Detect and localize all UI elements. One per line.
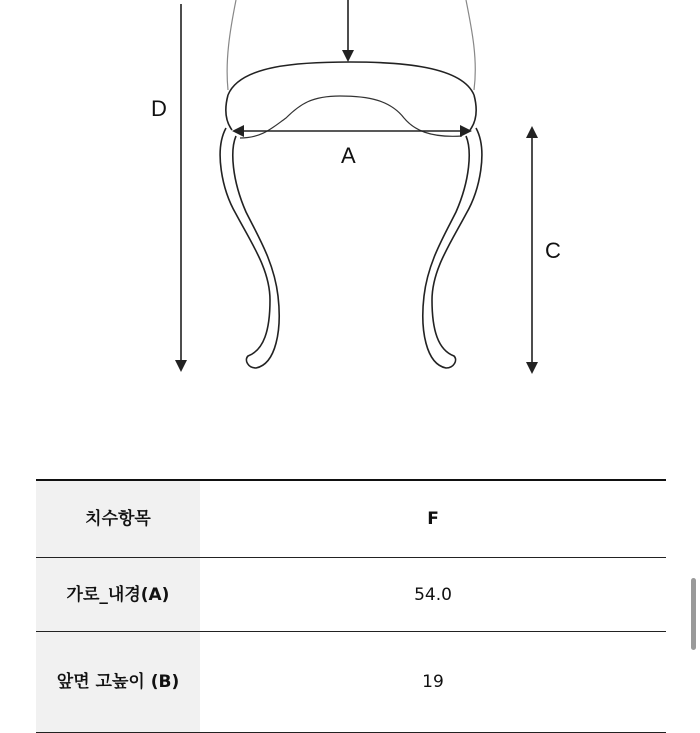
arrow-d-head-bottom	[175, 360, 187, 372]
waistband-top	[228, 62, 474, 95]
dimension-label-c: C	[545, 238, 561, 263]
strap-right	[423, 128, 482, 368]
table-row	[36, 558, 666, 632]
row-value-cell: 19	[200, 632, 666, 733]
table-row	[36, 632, 666, 733]
strap-left	[220, 128, 279, 368]
dimension-label-d: D	[151, 96, 167, 121]
body-outline-left	[227, 0, 236, 90]
waistband-side-left	[226, 95, 232, 130]
arrow-a-head-left	[232, 125, 244, 137]
arrow-b-head	[342, 50, 354, 62]
row-value-cell: 54.0	[200, 558, 666, 632]
body-outline-right	[466, 0, 475, 90]
arrow-a-head-right	[460, 125, 472, 137]
arrow-c-head-top	[526, 126, 538, 138]
header-size-cell: F	[200, 480, 666, 558]
table-header-row	[36, 480, 666, 558]
dimension-label-a: A	[341, 143, 356, 168]
size-table	[36, 479, 666, 733]
scrollbar-thumb[interactable]	[691, 578, 696, 650]
header-label-cell: 치수항목	[36, 480, 200, 558]
arrow-c-head-bottom	[526, 362, 538, 374]
row-label-cell: 가로_내경(A)	[36, 558, 200, 632]
waistband-side-right	[470, 95, 476, 130]
row-label-cell: 앞면 고높이 (B)	[36, 632, 200, 733]
